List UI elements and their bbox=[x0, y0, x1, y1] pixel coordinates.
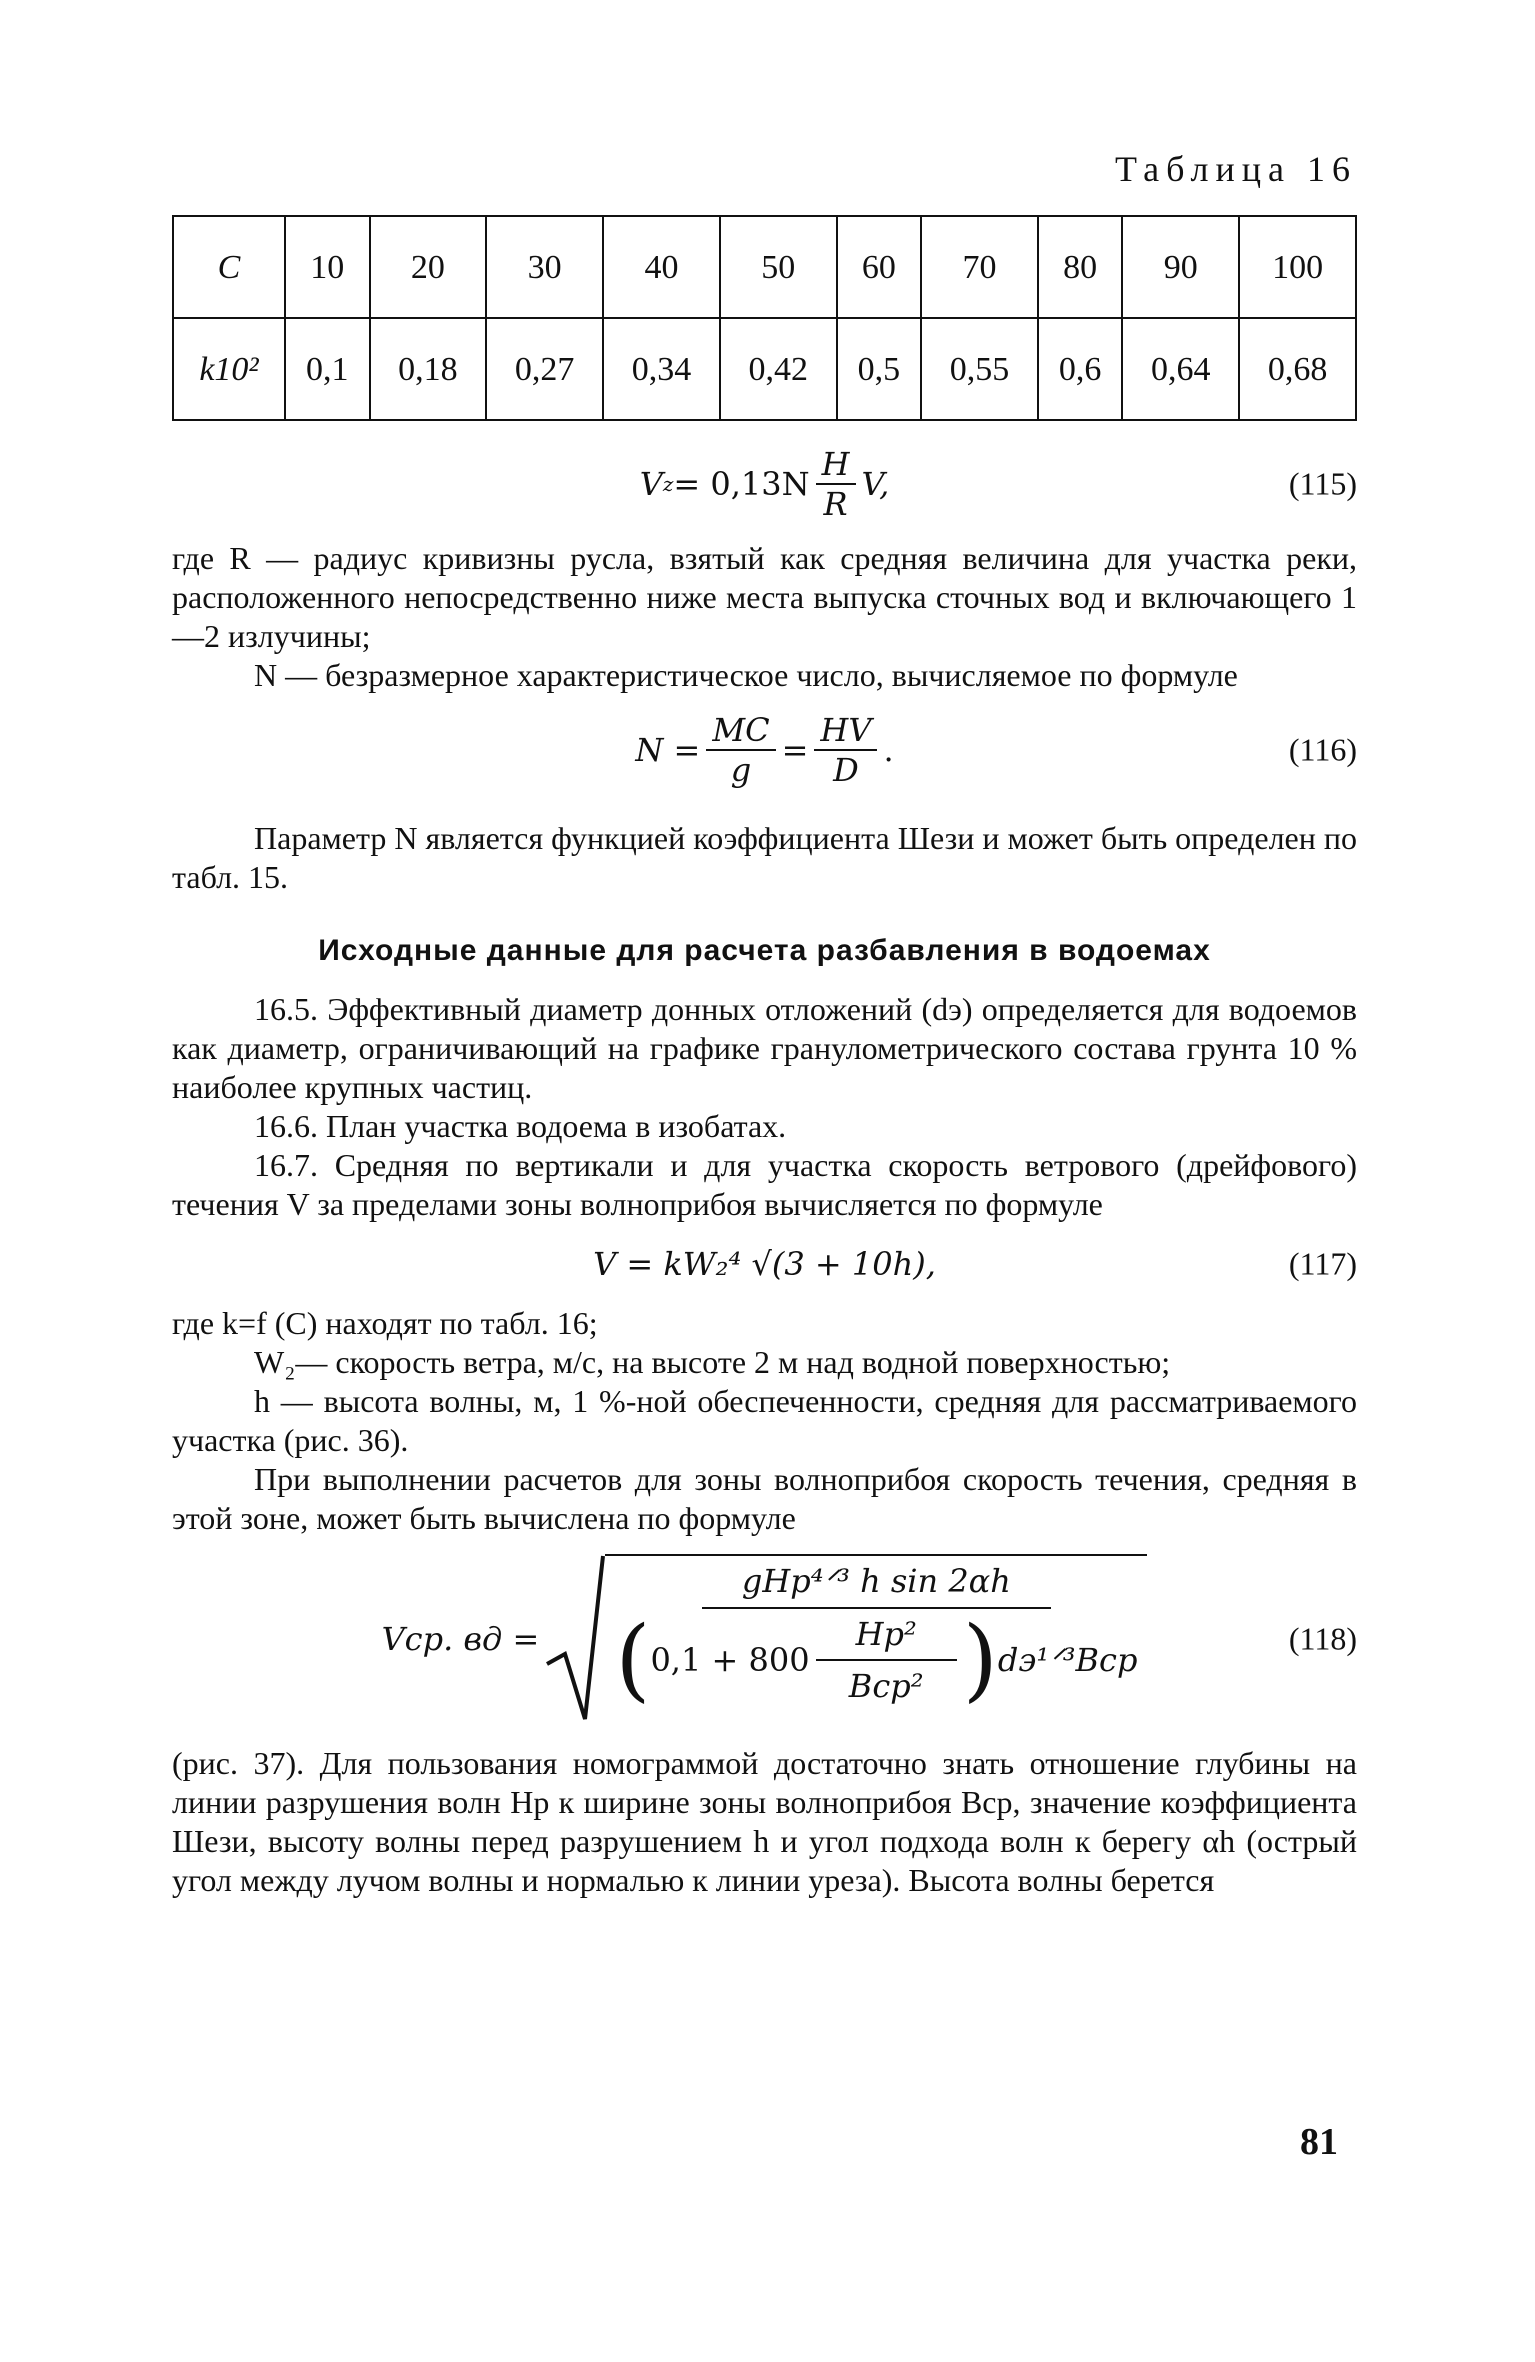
paragraph: W₂— скорость ветра, м/с, на высоте 2 м над водной поверхностью; bbox=[254, 1344, 1171, 1380]
table-cell: 10 bbox=[285, 216, 370, 318]
eq116-fraction-1 bbox=[706, 711, 775, 789]
table-row-label: k10² bbox=[173, 318, 285, 420]
page-content bbox=[172, 150, 1357, 1900]
equation-number: (115) bbox=[1288, 465, 1357, 502]
table-cell: 0,1 bbox=[285, 318, 370, 420]
eq116-equals: = bbox=[781, 730, 809, 769]
paragraph: 16.6. План участка водоема в изобатах. bbox=[254, 1108, 787, 1144]
eq116-fraction-2 bbox=[814, 711, 877, 789]
table-cell: 0,18 bbox=[370, 318, 487, 420]
table-cell: 0,68 bbox=[1239, 318, 1356, 420]
inner-fraction bbox=[816, 1615, 957, 1705]
paragraph: При выполнении расчетов для зоны волноприбоя скорость течения, средняя в этой зоне, может быть вычислена по формуле bbox=[172, 1461, 1357, 1536]
paragraph: 16.7. Средняя по вертикали и для участка скорость ветрового (дрейфового) течения V за пределами зоны волноприбоя вычисляется по формуле bbox=[172, 1147, 1357, 1222]
eq115-mid: = 0,13N bbox=[673, 464, 810, 503]
data-table bbox=[172, 215, 1357, 421]
right-paren-icon: ) bbox=[962, 1607, 998, 1712]
paragraph: h — высота волны, м, 1 %-ной обеспеченности, средняя для рассматриваемого участка (рис. 36). bbox=[172, 1383, 1357, 1458]
fraction-numerator: Hр² bbox=[816, 1615, 957, 1661]
table-cell: 90 bbox=[1122, 216, 1239, 318]
eq117-body: V = kW₂⁴ √(3 + 10h), bbox=[593, 1244, 936, 1283]
denominator-right: dэ¹ᐟ³Bср bbox=[997, 1640, 1138, 1679]
table-cell: 0,42 bbox=[720, 318, 837, 420]
eq118-lhs: Vср. вд = bbox=[381, 1619, 540, 1658]
equation-115 bbox=[172, 429, 1357, 539]
fraction-denominator bbox=[615, 1607, 1138, 1712]
table-cell: 0,64 bbox=[1122, 318, 1239, 420]
table-cell: 0,34 bbox=[603, 318, 720, 420]
fraction-denominator: R bbox=[823, 485, 848, 523]
table-cell: 30 bbox=[486, 216, 603, 318]
eq115-lhs-sub: z bbox=[662, 471, 674, 496]
fraction-numerator: gHр⁴ᐟ³ h sin 2αh bbox=[702, 1562, 1051, 1609]
table-caption: Таблица 16 bbox=[1115, 149, 1357, 189]
table-cell: 0,27 bbox=[486, 318, 603, 420]
paragraph: Параметр N является функцией коэффициента Шези и может быть определен по табл. 15. bbox=[172, 820, 1357, 895]
equation-number: (116) bbox=[1288, 731, 1357, 768]
left-paren-icon: ( bbox=[615, 1607, 651, 1712]
fraction-numerator: HV bbox=[814, 711, 877, 751]
equation-117 bbox=[172, 1224, 1357, 1304]
table-row bbox=[173, 318, 1356, 420]
page-number: 81 bbox=[1300, 2121, 1338, 2163]
table-cell: 70 bbox=[921, 216, 1038, 318]
eq115-fraction bbox=[816, 445, 856, 523]
table-cell: 100 bbox=[1239, 216, 1356, 318]
equation-116 bbox=[172, 695, 1357, 805]
table-cell: 0,5 bbox=[837, 318, 922, 420]
paragraph: N — безразмерное характеристическое число, вычисляемое по формуле bbox=[254, 657, 1238, 693]
eq115-lhs: V bbox=[639, 464, 663, 503]
table-cell: 0,6 bbox=[1038, 318, 1123, 420]
table-cell: 60 bbox=[837, 216, 922, 318]
eq116-tail: . bbox=[883, 730, 894, 769]
equation-number: (117) bbox=[1288, 1245, 1357, 1282]
table-cell: 0,55 bbox=[921, 318, 1038, 420]
fraction-denominator: Bср² bbox=[848, 1667, 924, 1705]
table-cell: 40 bbox=[603, 216, 720, 318]
equation-number: (118) bbox=[1288, 1620, 1357, 1657]
table-cell: 50 bbox=[720, 216, 837, 318]
paragraph: где R — радиус кривизны русла, взятый как средняя величина для участка реки, расположенного непосредственно ниже места выпуска сточных вод и включающего 1—2 излучины; bbox=[172, 540, 1357, 654]
table-cell: 80 bbox=[1038, 216, 1123, 318]
table-cell: 20 bbox=[370, 216, 487, 318]
paragraph: где k=f (C) находят по табл. 16; bbox=[172, 1305, 598, 1341]
eq116-lhs: N = bbox=[635, 730, 701, 769]
equation-118 bbox=[172, 1544, 1357, 1734]
radicand bbox=[605, 1554, 1147, 1724]
paragraph: (рис. 37). Для пользования номограммой достаточно знать отношение глубины на линии разрушения волн Hр к ширине зоны волноприбоя Bср, значение коэффициента Шези, высоту волны перед разрушением h и угол подхода волн к берегу αh (острый угол между лучом волны и нормалью к линии уреза). Высота волны берется bbox=[172, 1745, 1357, 1898]
table-row bbox=[173, 216, 1356, 318]
radical-sign-icon bbox=[545, 1554, 605, 1724]
fraction-denominator: D bbox=[833, 751, 859, 789]
denominator-left: 0,1 + 800 bbox=[650, 1640, 810, 1679]
fraction-denominator: g bbox=[730, 751, 752, 789]
eq115-tail: V, bbox=[861, 464, 890, 503]
section-heading: Исходные данные для расчета разбавления в водоемах bbox=[318, 934, 1211, 967]
paragraph: 16.5. Эффективный диаметр донных отложений (dэ) определяется для водоемов как диаметр, ограничивающий на графике гранулометрического состава грунта 10 % наиболее крупных частиц. bbox=[172, 991, 1357, 1105]
table-row-label: C bbox=[173, 216, 285, 318]
square-root bbox=[545, 1554, 1147, 1724]
fraction-numerator: MC bbox=[706, 711, 775, 751]
fraction-numerator: H bbox=[816, 445, 856, 485]
